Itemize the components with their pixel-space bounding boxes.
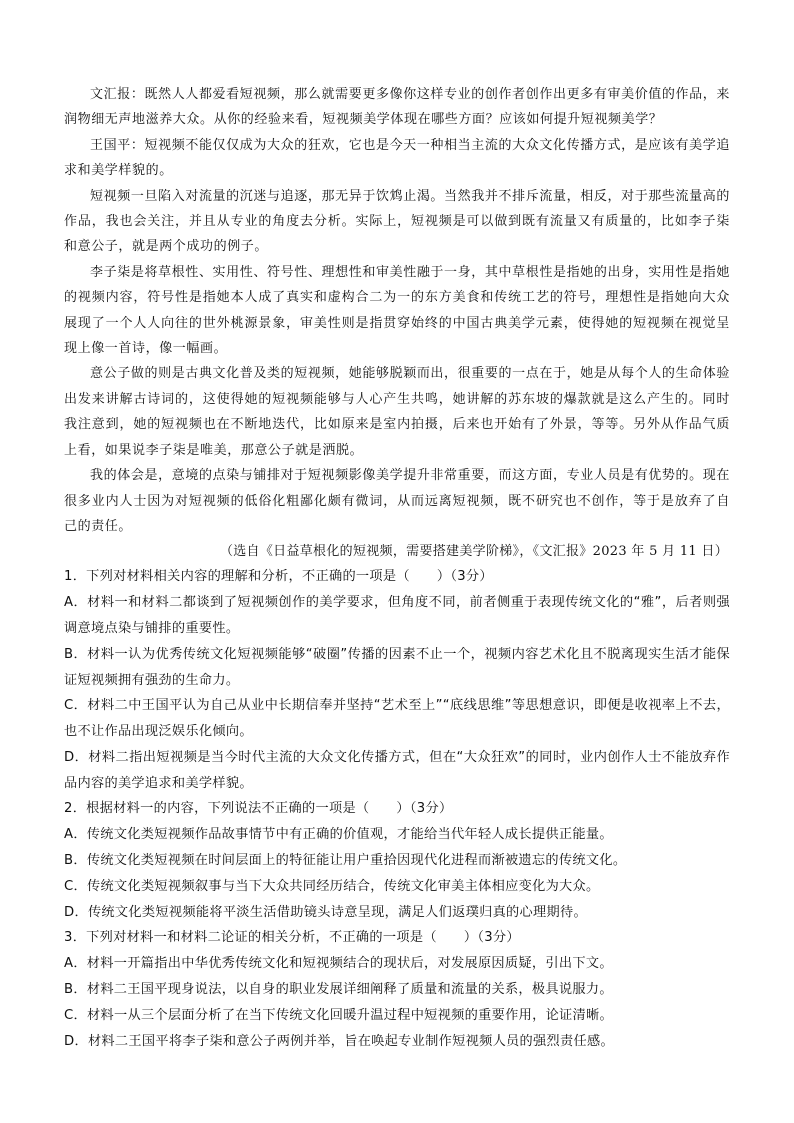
- reading-passage: [64, 82, 730, 539]
- option-c: C．材料一从三个层面分析了在当下传统文化回暖升温过程中短视频的重要作用，论证清晰。: [64, 1007, 614, 1023]
- passage-paragraph: 李子柒是将草根性、实用性、符号性、理想性和审美性融于一身，其中草根性是指她的出身，实用性是指她的视频内容，符号性是指她本人成了真实和虚构合二为一的东方美食和传统工艺的符号，理想性是指她向大众展现了一个人人向往的世外桃源景象，审美性则是指贯穿始终的中国古典美学元素，使得她的短视频在视觉呈现上像一首诗，像一幅画。: [64, 264, 730, 357]
- passage-paragraph: 王国平：短视频不能仅仅成为大众的狂欢，它也是今天一种相当主流的大众文化传播方式，是应该有美学追求和美学样貌的。: [64, 137, 730, 179]
- passage-paragraph: 我的体会是，意境的点染与铺排对于短视频影像美学提升非常重要，而这方面，专业人员是有优势的。现在很多业内人士因为对短视频的低俗化粗鄙化颇有微词，从而远离短视频，既不研究也不创作，等于是放弃了自己的责任。: [64, 468, 730, 534]
- question-2: [64, 796, 730, 925]
- exam-page: [64, 82, 730, 1054]
- question-stem: 2．根据材料一的内容，下列说法不正确的一项是（ ）（3分）: [64, 801, 453, 817]
- question-1: [64, 564, 730, 796]
- question-stem: 1．下列对材料相关内容的理解和分析，不正确的一项是（ ）（3分）: [64, 569, 493, 585]
- passage-paragraph: 文汇报：既然人人都爱看短视频，那么就需要更多像你这样专业的创作者创作出更多有审美价值的作品，来润物细无声地滋养大众。从你的经验来看，短视频美学体现在哪些方面？应该如何提升短视频美学？: [64, 87, 730, 128]
- question-list: [64, 564, 730, 1054]
- passage-paragraph: 短视频一旦陷入对流量的沉迷与追逐，那无异于饮鸩止渴。当然我并不排斥流量，相反，对于那些流量高的作品，我也会关注，并且从专业的角度去分析。实际上，短视频是可以做到既有流量又有质量的，比如李子柒和意公子，就是两个成功的例子。: [64, 188, 730, 255]
- question-3: [64, 925, 730, 1054]
- option-d: D．材料二指出短视频是当今时代主流的大众文化传播方式，但在“大众狂欢”的同时，业内创作人士不能放弃作品内容的美学追求和美学样貌。: [64, 749, 730, 791]
- passage-source: （选自《日益草根化的短视频，需要搭建美学阶梯》，《文汇报》2023 年 5 月 11 日）: [219, 544, 728, 560]
- option-c: C．材料二中王国平认为自己从业中长期信奉并坚持“艺术至上”“底线思维”等思想意识，即便是收视率上不去，也不让作品出现泛娱乐化倾向。: [64, 698, 730, 740]
- passage-paragraph: 意公子做的则是古典文化普及类的短视频，她能够脱颖而出，很重要的一点在于，她是从每个人的生命体验出发来讲解古诗词的，这使得她的短视频能够与人心产生共鸣，她讲解的苏东坡的爆款就是这么产生的。同时我注意到，她的短视频也在不断地迭代，比如原来是室内拍摄，后来也开始有了外景，等等。另外从作品气质上看，如果说李子柒是唯美，那意公子就是洒脱。: [64, 366, 730, 458]
- option-d: D．材料二王国平将李子柒和意公子两例并举，旨在唤起专业制作短视频人员的强烈责任感。: [64, 1033, 614, 1049]
- option-b: B．材料二王国平现身说法，以自身的职业发展详细阐释了质量和流量的关系，极具说服力。: [64, 982, 613, 998]
- option-d: D．传统文化类短视频能将平淡生活借助镜头诗意呈现，满足人们返璞归真的心理期待。: [64, 904, 587, 920]
- option-a: A．传统文化类短视频作品故事情节中有正确的价值观，才能给当代年轻人成长提供正能量。: [64, 827, 613, 843]
- option-a: A．材料一开篇指出中华优秀传统文化和短视频结合的现状后，对发展原因质疑，引出下文。: [64, 956, 613, 972]
- option-a: A．材料一和材料二都谈到了短视频创作的美学要求，但角度不同，前者侧重于表现传统文化的“雅”，后者则强调意境点染与铺排的重要性。: [64, 595, 730, 636]
- option-b: B．材料一认为优秀传统文化短视频能够“破圈”传播的因素不止一个，视频内容艺术化且不脱离现实生活才能保证短视频拥有强劲的生命力。: [64, 646, 730, 688]
- option-b: B．传统文化类短视频在时间层面上的特征能让用户重拾因现代化进程而渐被遗忘的传统文化。: [64, 853, 627, 869]
- option-c: C．传统文化类短视频叙事与当下大众共同经历结合，传统文化审美主体相应变化为大众。: [64, 878, 600, 894]
- question-stem: 3．下列对材料一和材料二论证的相关分析，不正确的一项是（ ）（3分）: [64, 930, 520, 946]
